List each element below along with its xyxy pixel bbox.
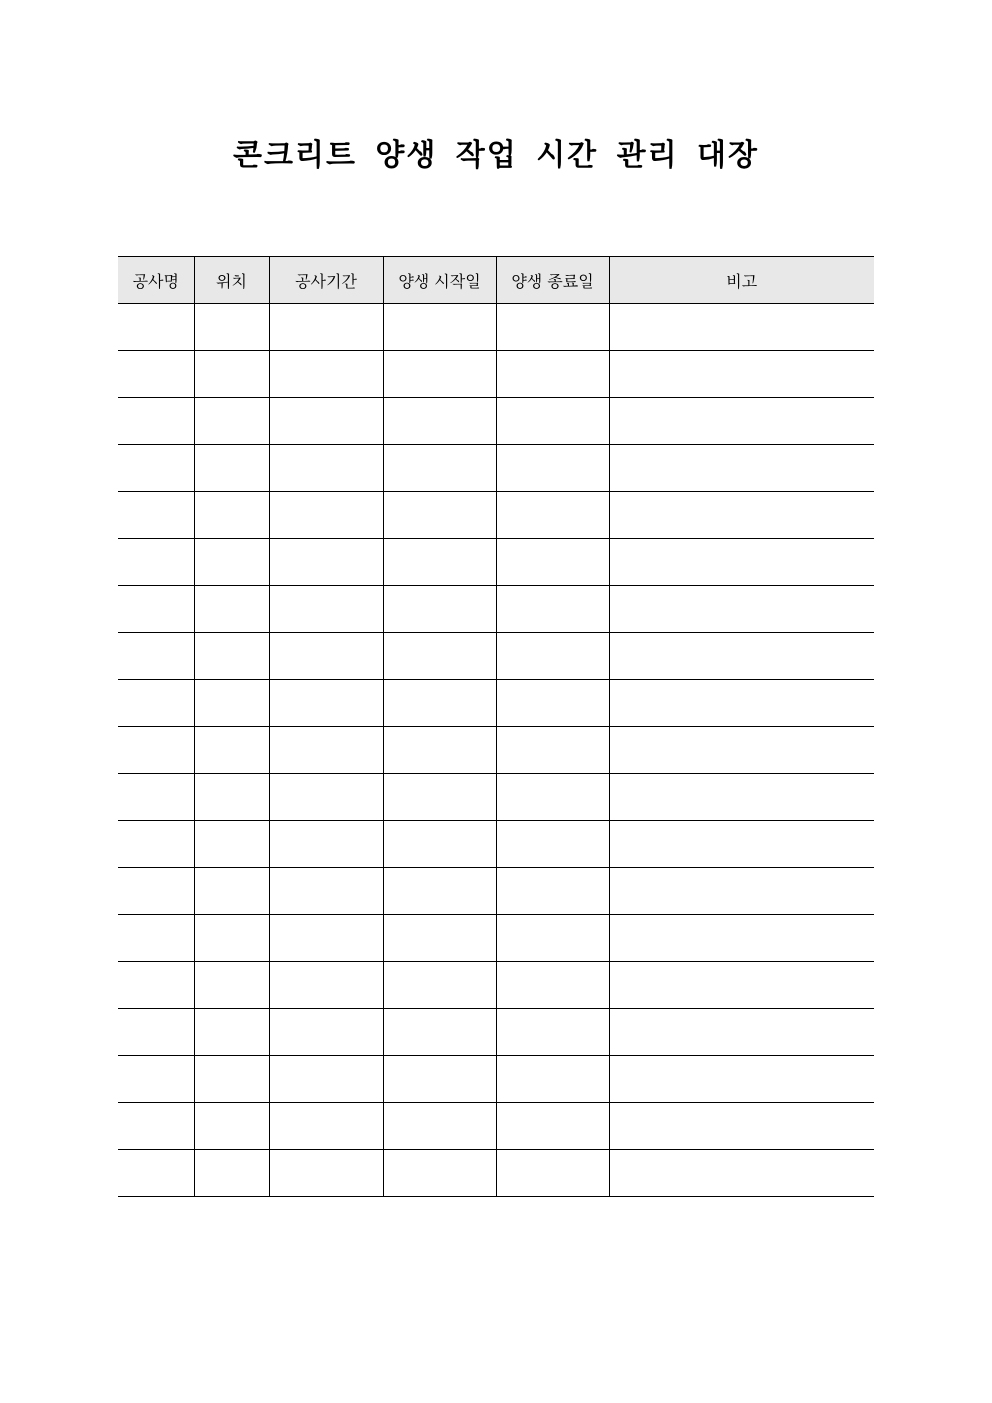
header-remarks: 비고 <box>609 257 874 304</box>
cell-construction-period[interactable] <box>269 351 383 398</box>
cell-curing-start-date[interactable] <box>383 445 496 492</box>
header-project-name: 공사명 <box>118 257 194 304</box>
cell-remarks[interactable] <box>609 727 874 774</box>
cell-curing-end-date[interactable] <box>496 539 609 586</box>
cell-location[interactable] <box>194 915 269 962</box>
cell-remarks[interactable] <box>609 774 874 821</box>
cell-project-name[interactable] <box>118 1056 194 1103</box>
cell-construction-period[interactable] <box>269 915 383 962</box>
cell-construction-period[interactable] <box>269 1009 383 1056</box>
table-row <box>118 351 874 398</box>
table-row <box>118 680 874 727</box>
cell-construction-period[interactable] <box>269 539 383 586</box>
cell-construction-period[interactable] <box>269 727 383 774</box>
cell-curing-start-date[interactable] <box>383 633 496 680</box>
cell-remarks[interactable] <box>609 962 874 1009</box>
cell-remarks[interactable] <box>609 868 874 915</box>
cell-remarks[interactable] <box>609 1150 874 1197</box>
table-body <box>118 304 874 1197</box>
cell-project-name[interactable] <box>118 1103 194 1150</box>
cell-construction-period[interactable] <box>269 398 383 445</box>
cell-curing-start-date[interactable] <box>383 1150 496 1197</box>
table-row <box>118 539 874 586</box>
cell-project-name[interactable] <box>118 727 194 774</box>
cell-construction-period[interactable] <box>269 680 383 727</box>
cell-project-name[interactable] <box>118 351 194 398</box>
cell-location[interactable] <box>194 539 269 586</box>
table-row <box>118 1056 874 1103</box>
cell-remarks[interactable] <box>609 304 874 351</box>
cell-location[interactable] <box>194 445 269 492</box>
cell-curing-end-date[interactable] <box>496 351 609 398</box>
cell-remarks[interactable] <box>609 492 874 539</box>
table-row <box>118 445 874 492</box>
cell-project-name[interactable] <box>118 915 194 962</box>
cell-remarks[interactable] <box>609 915 874 962</box>
cell-curing-end-date[interactable] <box>496 445 609 492</box>
cell-curing-start-date[interactable] <box>383 492 496 539</box>
cell-location[interactable] <box>194 680 269 727</box>
header-construction-period: 공사기간 <box>269 257 383 304</box>
cell-location[interactable] <box>194 1056 269 1103</box>
cell-construction-period[interactable] <box>269 304 383 351</box>
table-row <box>118 915 874 962</box>
table-row <box>118 492 874 539</box>
cell-construction-period[interactable] <box>269 1056 383 1103</box>
cell-curing-end-date[interactable] <box>496 821 609 868</box>
cell-construction-period[interactable] <box>269 1150 383 1197</box>
cell-location[interactable] <box>194 1009 269 1056</box>
table-row <box>118 821 874 868</box>
cell-project-name[interactable] <box>118 868 194 915</box>
cell-location[interactable] <box>194 586 269 633</box>
cell-location[interactable] <box>194 1103 269 1150</box>
page-title: 콘크리트 양생 작업 시간 관리 대장 <box>233 138 759 173</box>
table-row <box>118 1150 874 1197</box>
cell-curing-start-date[interactable] <box>383 727 496 774</box>
cell-project-name[interactable] <box>118 445 194 492</box>
cell-project-name[interactable] <box>118 586 194 633</box>
cell-construction-period[interactable] <box>269 962 383 1009</box>
table-header-row <box>118 257 874 304</box>
cell-remarks[interactable] <box>609 445 874 492</box>
cell-location[interactable] <box>194 1150 269 1197</box>
cell-location[interactable] <box>194 351 269 398</box>
cell-curing-start-date[interactable] <box>383 1009 496 1056</box>
cell-curing-start-date[interactable] <box>383 398 496 445</box>
cell-curing-end-date[interactable] <box>496 398 609 445</box>
cell-curing-end-date[interactable] <box>496 633 609 680</box>
table-row <box>118 1009 874 1056</box>
table-row <box>118 398 874 445</box>
cell-curing-start-date[interactable] <box>383 680 496 727</box>
cell-curing-start-date[interactable] <box>383 1103 496 1150</box>
cell-remarks[interactable] <box>609 539 874 586</box>
cell-curing-start-date[interactable] <box>383 351 496 398</box>
cell-remarks[interactable] <box>609 586 874 633</box>
cell-curing-start-date[interactable] <box>383 774 496 821</box>
cell-location[interactable] <box>194 633 269 680</box>
cell-curing-start-date[interactable] <box>383 962 496 1009</box>
cell-remarks[interactable] <box>609 351 874 398</box>
cell-project-name[interactable] <box>118 492 194 539</box>
cell-project-name[interactable] <box>118 304 194 351</box>
cell-project-name[interactable] <box>118 774 194 821</box>
header-curing-start-date: 양생 시작일 <box>383 257 496 304</box>
cell-project-name[interactable] <box>118 1150 194 1197</box>
cell-construction-period[interactable] <box>269 445 383 492</box>
cell-curing-start-date[interactable] <box>383 915 496 962</box>
cell-location[interactable] <box>194 962 269 1009</box>
cell-curing-start-date[interactable] <box>383 304 496 351</box>
cell-curing-end-date[interactable] <box>496 868 609 915</box>
table-row <box>118 586 874 633</box>
cell-construction-period[interactable] <box>269 774 383 821</box>
cell-curing-end-date[interactable] <box>496 1056 609 1103</box>
cell-curing-end-date[interactable] <box>496 1103 609 1150</box>
cell-project-name[interactable] <box>118 680 194 727</box>
cell-curing-end-date[interactable] <box>496 774 609 821</box>
cell-curing-end-date[interactable] <box>496 727 609 774</box>
cell-curing-start-date[interactable] <box>383 821 496 868</box>
cell-curing-end-date[interactable] <box>496 1150 609 1197</box>
table-row <box>118 727 874 774</box>
cell-project-name[interactable] <box>118 633 194 680</box>
cell-remarks[interactable] <box>609 1103 874 1150</box>
cell-curing-end-date[interactable] <box>496 304 609 351</box>
cell-curing-end-date[interactable] <box>496 586 609 633</box>
cell-location[interactable] <box>194 727 269 774</box>
cell-construction-period[interactable] <box>269 868 383 915</box>
table-row <box>118 868 874 915</box>
cell-curing-end-date[interactable] <box>496 680 609 727</box>
cell-construction-period[interactable] <box>269 586 383 633</box>
cell-remarks[interactable] <box>609 633 874 680</box>
header-curing-end-date: 양생 종료일 <box>496 257 609 304</box>
cell-remarks[interactable] <box>609 1009 874 1056</box>
cell-construction-period[interactable] <box>269 821 383 868</box>
cell-curing-end-date[interactable] <box>496 962 609 1009</box>
cell-project-name[interactable] <box>118 962 194 1009</box>
cell-project-name[interactable] <box>118 398 194 445</box>
table-row <box>118 304 874 351</box>
cell-remarks[interactable] <box>609 398 874 445</box>
cell-curing-start-date[interactable] <box>383 868 496 915</box>
header-location: 위치 <box>194 257 269 304</box>
table-row <box>118 1103 874 1150</box>
cell-project-name[interactable] <box>118 539 194 586</box>
table-row <box>118 633 874 680</box>
cell-location[interactable] <box>194 821 269 868</box>
cell-curing-start-date[interactable] <box>383 586 496 633</box>
cell-project-name[interactable] <box>118 1009 194 1056</box>
cell-construction-period[interactable] <box>269 1103 383 1150</box>
cell-location[interactable] <box>194 774 269 821</box>
cell-curing-start-date[interactable] <box>383 1056 496 1103</box>
cell-location[interactable] <box>194 398 269 445</box>
cell-remarks[interactable] <box>609 680 874 727</box>
cell-curing-end-date[interactable] <box>496 1009 609 1056</box>
table-row <box>118 962 874 1009</box>
cell-remarks[interactable] <box>609 821 874 868</box>
cell-location[interactable] <box>194 304 269 351</box>
table-row <box>118 774 874 821</box>
curing-log-table <box>118 256 874 1197</box>
cell-remarks[interactable] <box>609 1056 874 1103</box>
cell-curing-end-date[interactable] <box>496 915 609 962</box>
cell-curing-start-date[interactable] <box>383 539 496 586</box>
cell-project-name[interactable] <box>118 821 194 868</box>
cell-curing-end-date[interactable] <box>496 492 609 539</box>
cell-location[interactable] <box>194 868 269 915</box>
cell-construction-period[interactable] <box>269 492 383 539</box>
cell-location[interactable] <box>194 492 269 539</box>
cell-construction-period[interactable] <box>269 633 383 680</box>
